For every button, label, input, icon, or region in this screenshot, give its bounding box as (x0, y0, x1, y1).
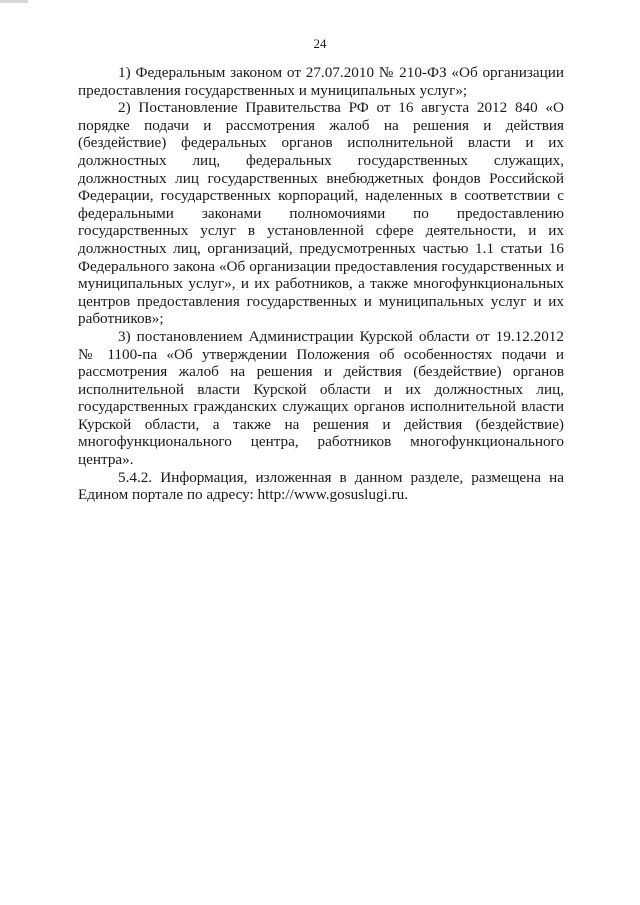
document-body (78, 64, 564, 504)
paragraph-government-resolution-840: 2) Постановление Правительства РФ от 16 августа 2012 840 «О порядке подачи и рассмотрения жалоб на решения и действия (бездействие) федеральных органов исполнительной власти и их должностных лиц, федеральных государственных служащих, должностных лиц государственных внебюджетных фондов Российской Федерации, государственных корпораций, наделенных в соответствии с федеральными законами полномочиями по предоставлению государственных услуг в установленной сфере деятельности, и их должностных лиц, организаций, предусмотренных частью 1.1 статьи 16 Федерального закона «Об организации предоставления государственных и муниципальных услуг», и их работников, а также многофункциональных центров предоставления государственных и муниципальных услуг и их работников»; (78, 99, 564, 328)
paragraph-5-4-2-portal-info: 5.4.2. Информация, изложенная в данном разделе, размещена на Едином портале по адресу: http://www.gosuslugi.ru. (78, 468, 564, 504)
page-number: 24 (313, 36, 327, 51)
scan-edge-mark (0, 0, 28, 3)
paragraph-federal-law-210: 1) Федеральным законом от 27.07.2010 № 210-ФЗ «Об организации предоставления государственных и муниципальных услуг»; (78, 64, 564, 99)
paragraph-kursk-resolution-1100: 3) постановлением Администрации Курской области от 19.12.2012 № 1100-па «Об утверждении Положения об особенностях подачи и рассмотрения жалоб на решения и действия (бездействие) органов исполнительной власти Курской области и их должностных лиц, государственных гражданских служащих органов исполнительной власти Курской области, а также на решения и действия (бездействие) многофункционального центра, работников многофункционального центра». (78, 327, 564, 469)
